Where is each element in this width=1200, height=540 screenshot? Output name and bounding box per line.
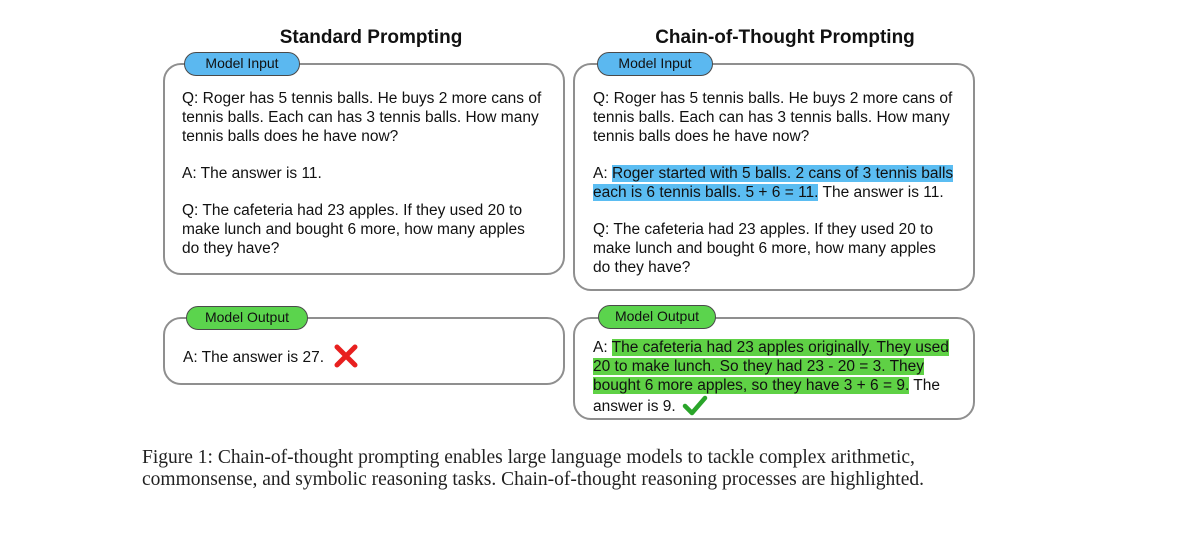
cot-q2-line3: do they have?	[593, 259, 691, 276]
cross-mark-icon	[332, 342, 360, 370]
standard-model-input-label: Model Input	[184, 52, 300, 76]
cot-output-text: A: The cafeteria had 23 apples originally. They used 20 to make lunch. So they had 23 - 20 = 3. They bought 6 more apples, so they have 3 + 6 = 9. The answer is 9.	[593, 338, 949, 417]
standard-q2-line1: Q: The cafeteria had 23 apples. If they used 20 to	[182, 202, 523, 219]
standard-q1-line3: tennis balls does he have now?	[182, 128, 399, 145]
standard-q1-line1: Q: Roger has 5 tennis balls. He buys 2 more cans of	[182, 90, 542, 107]
caption-line1: Figure 1: Chain-of-thought prompting enables large language models to tackle complex arithmetic,	[142, 447, 915, 468]
standard-model-output-label: Model Output	[186, 306, 308, 330]
cot-reasoning-highlight: each is 6 tennis balls. 5 + 6 = 11.	[593, 184, 819, 201]
cot-prompting-title: Chain-of-Thought Prompting	[655, 27, 915, 48]
standard-q1-line2: tennis balls. Each can has 3 tennis balls. How many	[182, 109, 539, 126]
standard-q2-line3: do they have?	[182, 240, 280, 257]
cot-input-box	[573, 63, 975, 291]
cot-model-input-label: Model Input	[597, 52, 713, 76]
standard-q2-line2: make lunch and bought 6 more, how many apples	[182, 221, 525, 238]
cot-output-reasoning-highlight: The cafeteria had 23 apples originally. They used	[611, 339, 949, 356]
cot-q2-line2: make lunch and bought 6 more, how many apples	[593, 240, 936, 257]
cot-q1-line1: Q: Roger has 5 tennis balls. He buys 2 more cans of	[593, 90, 953, 107]
cot-output-reasoning-highlight: bought 6 more apples, so they have 3 + 6 = 9.	[593, 377, 910, 394]
cot-output-reasoning-highlight: 20 to make lunch. So they had 23 - 20 = 3. They	[593, 358, 925, 375]
figure-caption	[142, 447, 1042, 491]
cot-q2-line1: Q: The cafeteria had 23 apples. If they used 20 to	[593, 221, 934, 238]
check-mark-icon	[682, 395, 708, 417]
cot-model-output-label: Model Output	[598, 305, 716, 329]
cot-answer-line2: each is 6 tennis balls. 5 + 6 = 11. The answer is 11.	[593, 184, 944, 201]
cot-input-text	[593, 89, 953, 277]
cot-output-box	[573, 317, 975, 420]
standard-output-text: A: The answer is 27.	[183, 348, 325, 366]
caption-line2: commonsense, and symbolic reasoning tasks. Chain-of-thought reasoning processes are highlighted.	[142, 469, 924, 490]
cot-q1-line2: tennis balls. Each can has 3 tennis balls. How many	[593, 109, 950, 126]
cot-reasoning-highlight: Roger started with 5 balls. 2 cans of 3 tennis balls	[611, 165, 954, 182]
cot-answer-line1: A: Roger started with 5 balls. 2 cans of 3 tennis balls	[593, 165, 954, 182]
standard-prompting-title: Standard Prompting	[279, 27, 463, 48]
standard-input-box	[163, 63, 565, 275]
cot-q1-line3: tennis balls does he have now?	[593, 128, 810, 145]
standard-input-text	[182, 89, 541, 258]
standard-a1-line: A: The answer is 11.	[182, 165, 322, 182]
